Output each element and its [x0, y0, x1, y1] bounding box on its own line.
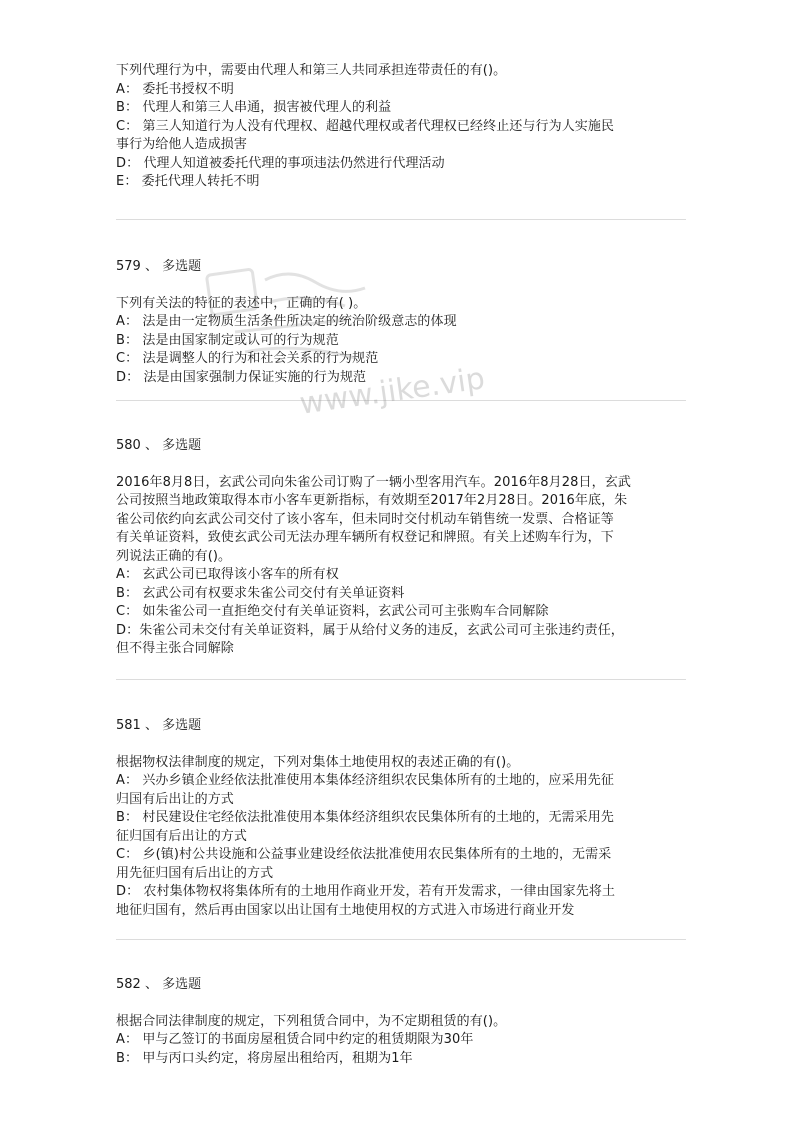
- option-e: E： 委托代理人转托不明: [116, 174, 260, 189]
- option-d: D： 代理人知道被委托代理的事项违法仍然进行代理活动: [116, 155, 445, 171]
- question-stem-line: 2016年8月8日，玄武公司向朱雀公司订购了一辆小型客用汽车。2016年8月28日，玄武: [116, 474, 631, 490]
- question-header: 580 、 多选题: [116, 438, 202, 453]
- divider: [116, 400, 686, 401]
- question-stem-line: 有关单证资料，致使玄武公司无法办理车辆所有权登记和牌照。有关上述购车行为，下: [116, 530, 614, 545]
- option-a: A： 甲与乙签订的书面房屋租赁合同中约定的租赁期限为30年: [116, 1032, 474, 1047]
- option-b: B： 甲与丙口头约定，将房屋出租给丙，租期为1年: [116, 1050, 413, 1066]
- divider: [116, 939, 686, 940]
- option-a: A： 兴办乡镇企业经依法批准使用本集体经济组织农民集体所有的土地的，应采用先征: [116, 773, 614, 788]
- question-stem: 根据合同法律制度的规定，下列租赁合同中，为不定期租赁的有()。: [116, 1013, 507, 1029]
- question-stem: 根据物权法律制度的规定，下列对集体土地使用权的表述正确的有()。: [116, 754, 520, 770]
- question-header: 579 、 多选题: [116, 259, 202, 274]
- question-stem-line: 雀公司依约向玄武公司交付了该小客车，但未同时交付机动车销售统一发票、合格证等: [116, 511, 614, 527]
- option-b: B： 代理人和第三人串通，损害被代理人的利益: [116, 100, 392, 115]
- option-b: B： 村民建设住宅经依法批准使用本集体经济组织农民集体所有的土地的，无需采用先: [116, 810, 614, 825]
- question-580: [116, 437, 686, 659]
- divider: [116, 679, 686, 680]
- option-d-cont: 地征归国有，然后再由国家以出让国有土地使用权的方式进入市场进行商业开发: [116, 902, 575, 918]
- option-a-cont: 归国有后出让的方式: [116, 791, 234, 807]
- question-579: [116, 258, 686, 387]
- option-a: A： 玄武公司已取得该小客车的所有权: [116, 567, 339, 582]
- question-stem: 下列代理行为中，需要由代理人和第三人共同承担连带责任的有()。: [116, 63, 507, 78]
- question-582: [116, 976, 686, 1068]
- option-c-cont: 用先征归国有后出让的方式: [116, 865, 274, 881]
- watermark-text: www.jike.vip: [297, 361, 488, 422]
- question-stem: 下列有关法的特征的表述中，正确的有( )。: [116, 295, 367, 311]
- divider: [116, 219, 686, 220]
- option-d: D： 农村集体物权将集体所有的土地用作商业开发，若有开发需求，一律由国家先将土: [116, 884, 616, 899]
- question-581: [116, 717, 686, 920]
- option-c: C： 如朱雀公司一直拒绝交付有关单证资料，玄武公司可主张购车合同解除: [116, 604, 549, 619]
- option-c-cont: 事行为给他人造成损害: [116, 137, 248, 152]
- option-a: A： 委托书授权不明: [116, 81, 235, 97]
- option-b: B： 法是由国家制定或认可的行为规范: [116, 332, 339, 348]
- option-b-cont: 征归国有后出让的方式: [116, 828, 248, 844]
- option-c: C： 第三人知道行为人没有代理权、超越代理权或者代理权已经终止还与行为人实施民: [116, 118, 615, 134]
- question-header: 582 、 多选题: [116, 977, 202, 992]
- option-d: D：朱雀公司未交付有关单证资料，属于从给付义务的违反，玄武公司可主张违约责任，: [116, 622, 624, 638]
- option-d-cont: 但不得主张合同解除: [116, 641, 234, 656]
- option-d: D： 法是由国家强制力保证实施的行为规范: [116, 369, 367, 385]
- question-stem-line: 公司按照当地政策取得本市小客车更新指标，有效期至2017年2月28日。2016年底，朱: [116, 493, 628, 508]
- question-header: 581 、 多选题: [116, 718, 202, 733]
- option-b: B： 玄武公司有权要求朱雀公司交付有关单证资料: [116, 585, 405, 601]
- option-c: C： 法是调整人的行为和社会关系的行为规范: [116, 351, 379, 366]
- question-578: [116, 62, 686, 192]
- question-stem-line: 列说法正确的有()。: [116, 548, 232, 564]
- option-a: A： 法是由一定物质生活条件所决定的统治阶级意志的体现: [116, 314, 457, 329]
- option-c: C： 乡(镇)村公共设施和公益事业建设经依法批准使用农民集体所有的土地的，无需采: [116, 847, 612, 862]
